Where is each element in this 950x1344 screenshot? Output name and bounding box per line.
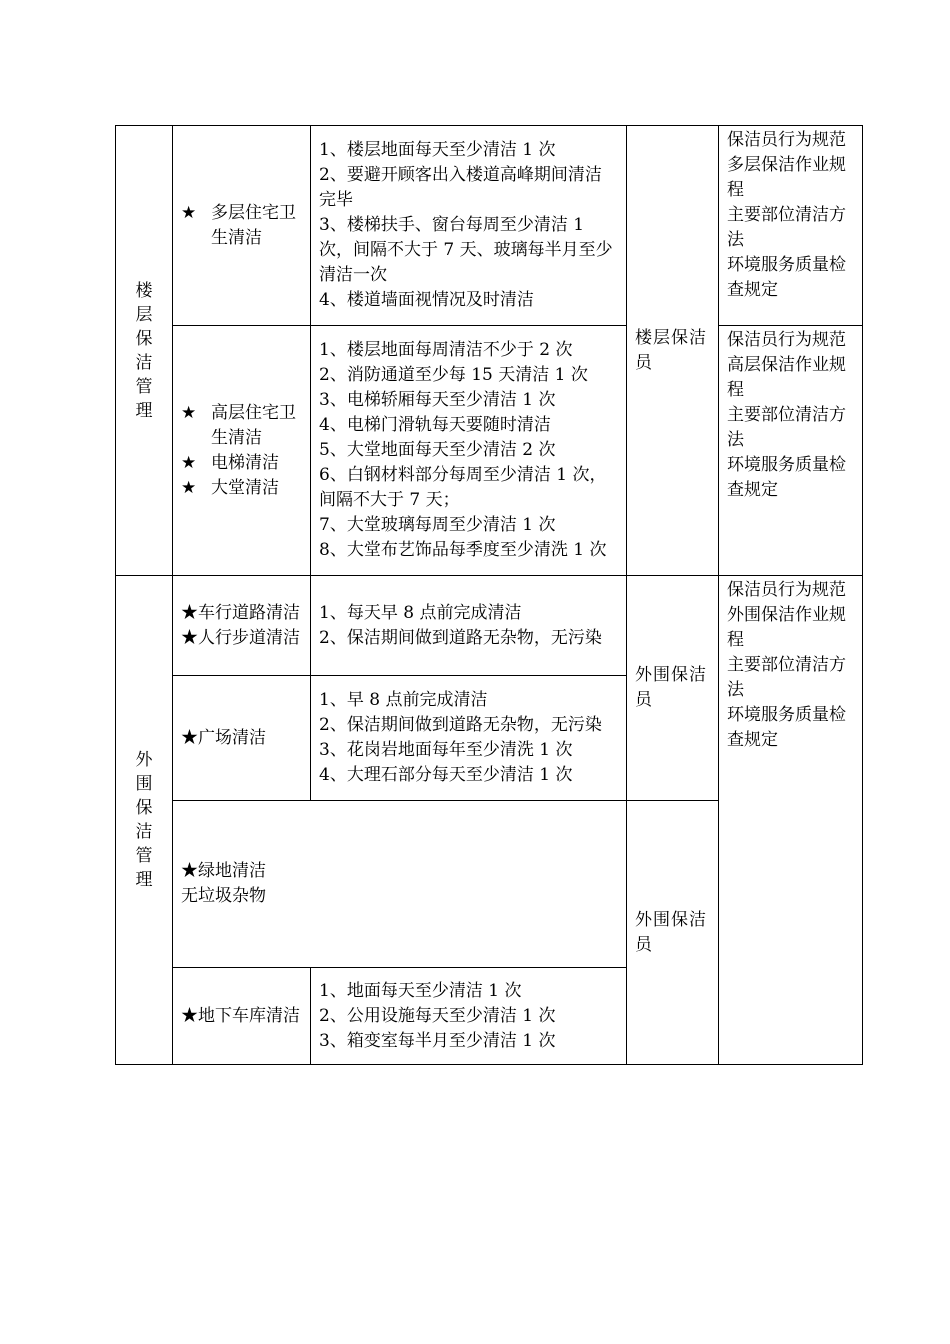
item-label: 多层住宅卫生清洁 xyxy=(211,202,296,248)
cleaning-management-table xyxy=(115,125,863,1065)
docs-cell xyxy=(719,126,863,326)
item-cell xyxy=(173,576,311,676)
star-icon: ★ xyxy=(181,477,197,498)
standards-cell xyxy=(311,968,627,1065)
standard-line: 4、大理石部分每天至少清洁 1 次 xyxy=(319,765,573,785)
doc-line: 高层保洁作业规程 xyxy=(727,355,846,400)
item-entry xyxy=(181,451,302,476)
standards-cell xyxy=(311,576,627,676)
doc-line: 环境服务质量检查规定 xyxy=(727,255,846,300)
standard-line: 4、楼道墙面视情况及时清洁 xyxy=(319,290,534,310)
standard-line: 3、电梯轿厢每天至少清洁 1 次 xyxy=(319,390,556,410)
section-floor-cleaning xyxy=(116,126,173,576)
doc-line: 保洁员行为规范 xyxy=(727,580,846,600)
doc-line: 多层保洁作业规程 xyxy=(727,155,846,200)
standard-line: 8、大堂布艺饰品每季度至少清洗 1 次 xyxy=(319,540,607,560)
standard-line: 4、电梯门滑轨每天要随时清洁 xyxy=(319,415,551,435)
item-label: 高层住宅卫生清洁 xyxy=(211,402,296,448)
doc-line: 外围保洁作业规程 xyxy=(727,605,846,650)
role-cell xyxy=(627,576,719,801)
standard-line: 1、地面每天至少清洁 1 次 xyxy=(319,980,522,1001)
star-icon: ★ xyxy=(181,202,197,223)
standard-line: 2、公用设施每天至少清洁 1 次 xyxy=(319,1005,556,1026)
standard-line: 2、保洁期间做到道路无杂物，无污染 xyxy=(319,627,602,648)
item-cell xyxy=(173,126,311,326)
item-label: ★车行道路清洁 xyxy=(181,602,300,623)
doc-line: 主要部位清洁方法 xyxy=(727,655,846,700)
table-row xyxy=(116,576,863,676)
docs-cell xyxy=(719,576,863,1065)
role-label: 外围保洁员 xyxy=(635,665,707,710)
standard-line: 5、大堂地面每天至少清洁 2 次 xyxy=(319,440,556,460)
item-cell xyxy=(173,326,311,576)
item-label: 大堂清洁 xyxy=(211,477,279,498)
item-cell xyxy=(173,968,311,1065)
item-label: ★绿地清洁 xyxy=(181,861,266,881)
item-entry xyxy=(181,476,302,501)
item-label: 无垃圾杂物 xyxy=(181,886,266,906)
item-label: ★广场清洁 xyxy=(181,727,266,748)
item-cell xyxy=(173,676,311,801)
star-icon: ★ xyxy=(181,452,197,473)
table-row xyxy=(116,126,863,326)
star-icon: ★ xyxy=(181,402,197,423)
section-outer-cleaning xyxy=(116,576,173,1065)
item-label: ★人行步道清洁 xyxy=(181,627,300,648)
section-label: 楼层保洁管理 xyxy=(135,280,153,421)
standard-line: 6、白钢材料部分每周至少清洁 1 次，间隔不大于 7 天； xyxy=(319,465,607,510)
doc-line: 保洁员行为规范 xyxy=(727,330,846,350)
doc-line: 主要部位清洁方法 xyxy=(727,205,846,250)
section-label: 外围保洁管理 xyxy=(135,750,153,890)
role-label: 楼层保洁员 xyxy=(635,327,707,373)
standard-line: 1、早 8 点前完成清洁 xyxy=(319,690,488,710)
doc-line: 主要部位清洁方法 xyxy=(727,405,846,450)
docs-cell xyxy=(719,326,863,576)
doc-line: 环境服务质量检查规定 xyxy=(727,455,846,500)
role-cell xyxy=(627,126,719,576)
doc-line: 保洁员行为规范 xyxy=(727,130,846,150)
standard-line: 1、楼层地面每周清洁不少于 2 次 xyxy=(319,340,573,360)
standard-line: 7、大堂玻璃每周至少清洁 1 次 xyxy=(319,515,556,535)
doc-line: 环境服务质量检查规定 xyxy=(727,705,846,750)
table-row xyxy=(116,326,863,576)
standard-line: 3、楼梯扶手、窗台每周至少清洁 1 次，间隔不大于 7 天、玻璃每半月至少清洁一次 xyxy=(319,215,613,285)
role-label: 外围保洁员 xyxy=(635,909,707,955)
standard-line: 1、每天早 8 点前完成清洁 xyxy=(319,602,522,623)
item-entry xyxy=(181,201,302,251)
item-label: ★地下车库清洁 xyxy=(181,1005,300,1026)
role-cell xyxy=(627,801,719,1065)
standard-line: 3、花岗岩地面每年至少清洗 1 次 xyxy=(319,740,573,760)
standards-cell xyxy=(311,126,627,326)
standard-line: 2、保洁期间做到道路无杂物，无污染 xyxy=(319,715,602,735)
standards-cell xyxy=(311,676,627,801)
item-cell xyxy=(173,801,627,968)
standard-line: 3、箱变室每半月至少清洁 1 次 xyxy=(319,1030,556,1051)
item-entry xyxy=(181,401,302,451)
item-label: 电梯清洁 xyxy=(211,452,279,473)
standard-line: 2、消防通道至少每 15 天清洁 1 次 xyxy=(319,365,588,385)
standards-cell xyxy=(311,326,627,576)
standard-line: 1、楼层地面每天至少清洁 1 次 xyxy=(319,140,556,160)
standard-line: 2、要避开顾客出入楼道高峰期间清洁完毕 xyxy=(319,165,602,210)
